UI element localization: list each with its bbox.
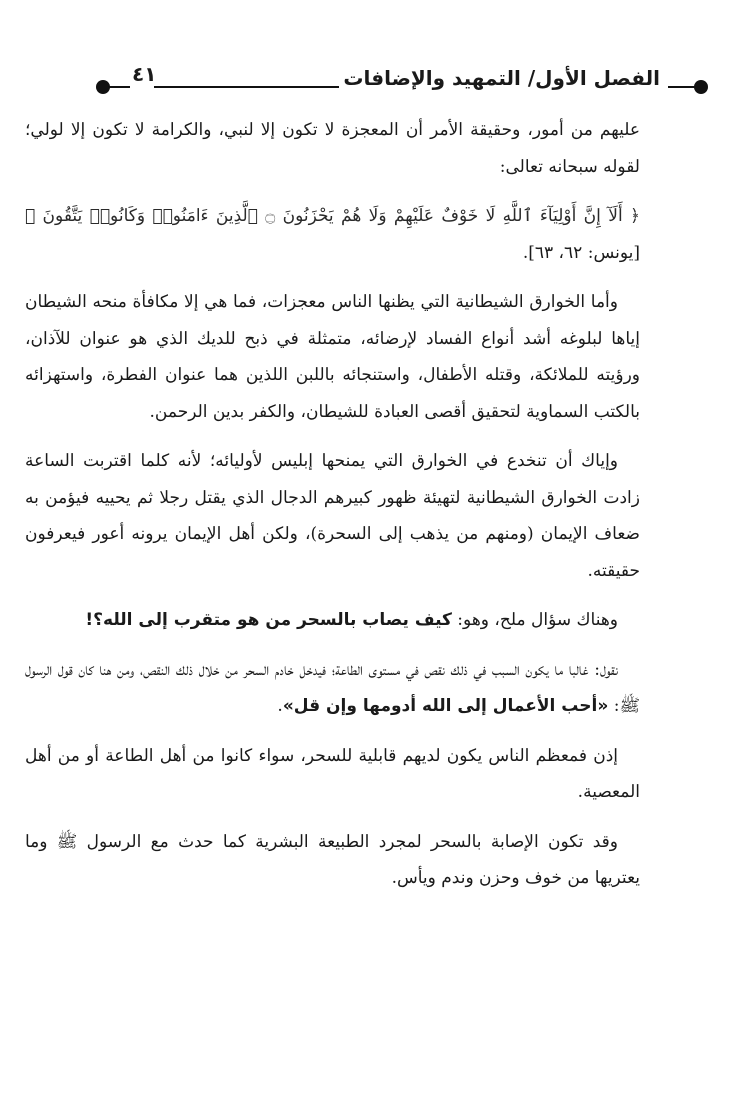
quran-verse: ﴿ أَلَآ إِنَّ أَوْلِيَآءَ ٱللَّهِ لَا خَوْفٌ عَلَيْهِمْ وَلَا هُمْ يَحْزَنُونَ ۝ ٱلَّذِينَ ءَامَنُوا۟ وَكَانُوا۟ يَتَّقُونَ ﴾: [25, 206, 640, 226]
hadith-quote: «أحب الأعمال إلى الله أدومها وإن قل»: [282, 696, 609, 716]
paragraph-text: وإياك أن تنخدع في الخوارق التي يمنحها إبليس لأوليائه؛ لأنه كلما اقتربت الساعة زادت الخوارق الشيطانية لتهيئة ظهور كبيرهم الدجال الذي يقتل رجلا ثم يحييه فيؤمن به ضعاف الإيمان (ومنهم من يذهب إلى السحرة)، ولكن أهل الإيمان يرونه أعور فيعرفون حقيقته.: [25, 451, 640, 581]
paragraph-text: وقد تكون الإصابة بالسحر لمجرد الطبيعة البشرية كما حدث مع الرسول ﷺ وما يعتريها من خوف وحزن وندم ويأس.: [25, 831, 640, 888]
page-number: ٤١: [132, 62, 157, 86]
running-header: [96, 60, 708, 110]
verse-reference: [يونس: ٦٢، ٦٣].: [522, 242, 640, 263]
paragraph-text: إذن فمعظم الناس يكون لديهم قابلية للسحر، سواء كانوا من أهل الطاعة أو من أهل المعصية.: [25, 745, 640, 802]
paragraph: [25, 112, 640, 185]
paragraph: [25, 652, 640, 725]
header-ornament-dot: [694, 80, 708, 94]
header-rule: [668, 86, 696, 88]
header-rule: [108, 86, 130, 88]
paragraph: [25, 443, 640, 589]
header-ornament-dot: [96, 80, 110, 94]
paragraph-text: عليهم من أمور، وحقيقة الأمر أن المعجزة لا تكون إلا لنبي، والكرامة لا تكون إلا لولي؛ لقوله سبحانه تعالى:: [25, 120, 640, 177]
paragraph: [25, 738, 640, 811]
paragraph-end: .: [277, 696, 283, 716]
quran-verse-paragraph: [25, 198, 640, 271]
paragraph-text: وهناك سؤال ملح، وهو:: [451, 610, 618, 630]
header-rule: [154, 86, 352, 88]
paragraph-text: وأما الخوارق الشيطانية التي يظنها الناس معجزات، فما هي إلا مكافأة منحه الشيطان إياها لبلوغه أشد أنواع الفساد لإرضائه، متمثلة في ذبح للديك الذي هو عنوان للآذان، ورؤيته للملائكة، وقتله الأطفال، واستنجائه باللبن اللذين هما عنوان الفطرة، واستهزائه بالكتب السماوية لتحقيق أقصى العبادة للشيطان، والكفر بدين الرحمن.: [25, 292, 640, 422]
chapter-title: الفصل الأول/ التمهيد والإضافات: [339, 66, 664, 90]
paragraph-text: نقول: غالبا ما يكون السبب في ذلك نقص في مستوى الطاعة؛ فيدخل خادم السحر من خلال ذلك النقص، ومن هنا كان قول الرسول ﷺ:: [25, 659, 640, 716]
question-text: كيف يصاب بالسحر من هو متقرب إلى الله؟!: [85, 610, 452, 630]
paragraph: [25, 824, 640, 897]
body-text: [25, 112, 640, 897]
paragraph: [25, 284, 640, 430]
question-paragraph: [25, 602, 640, 639]
